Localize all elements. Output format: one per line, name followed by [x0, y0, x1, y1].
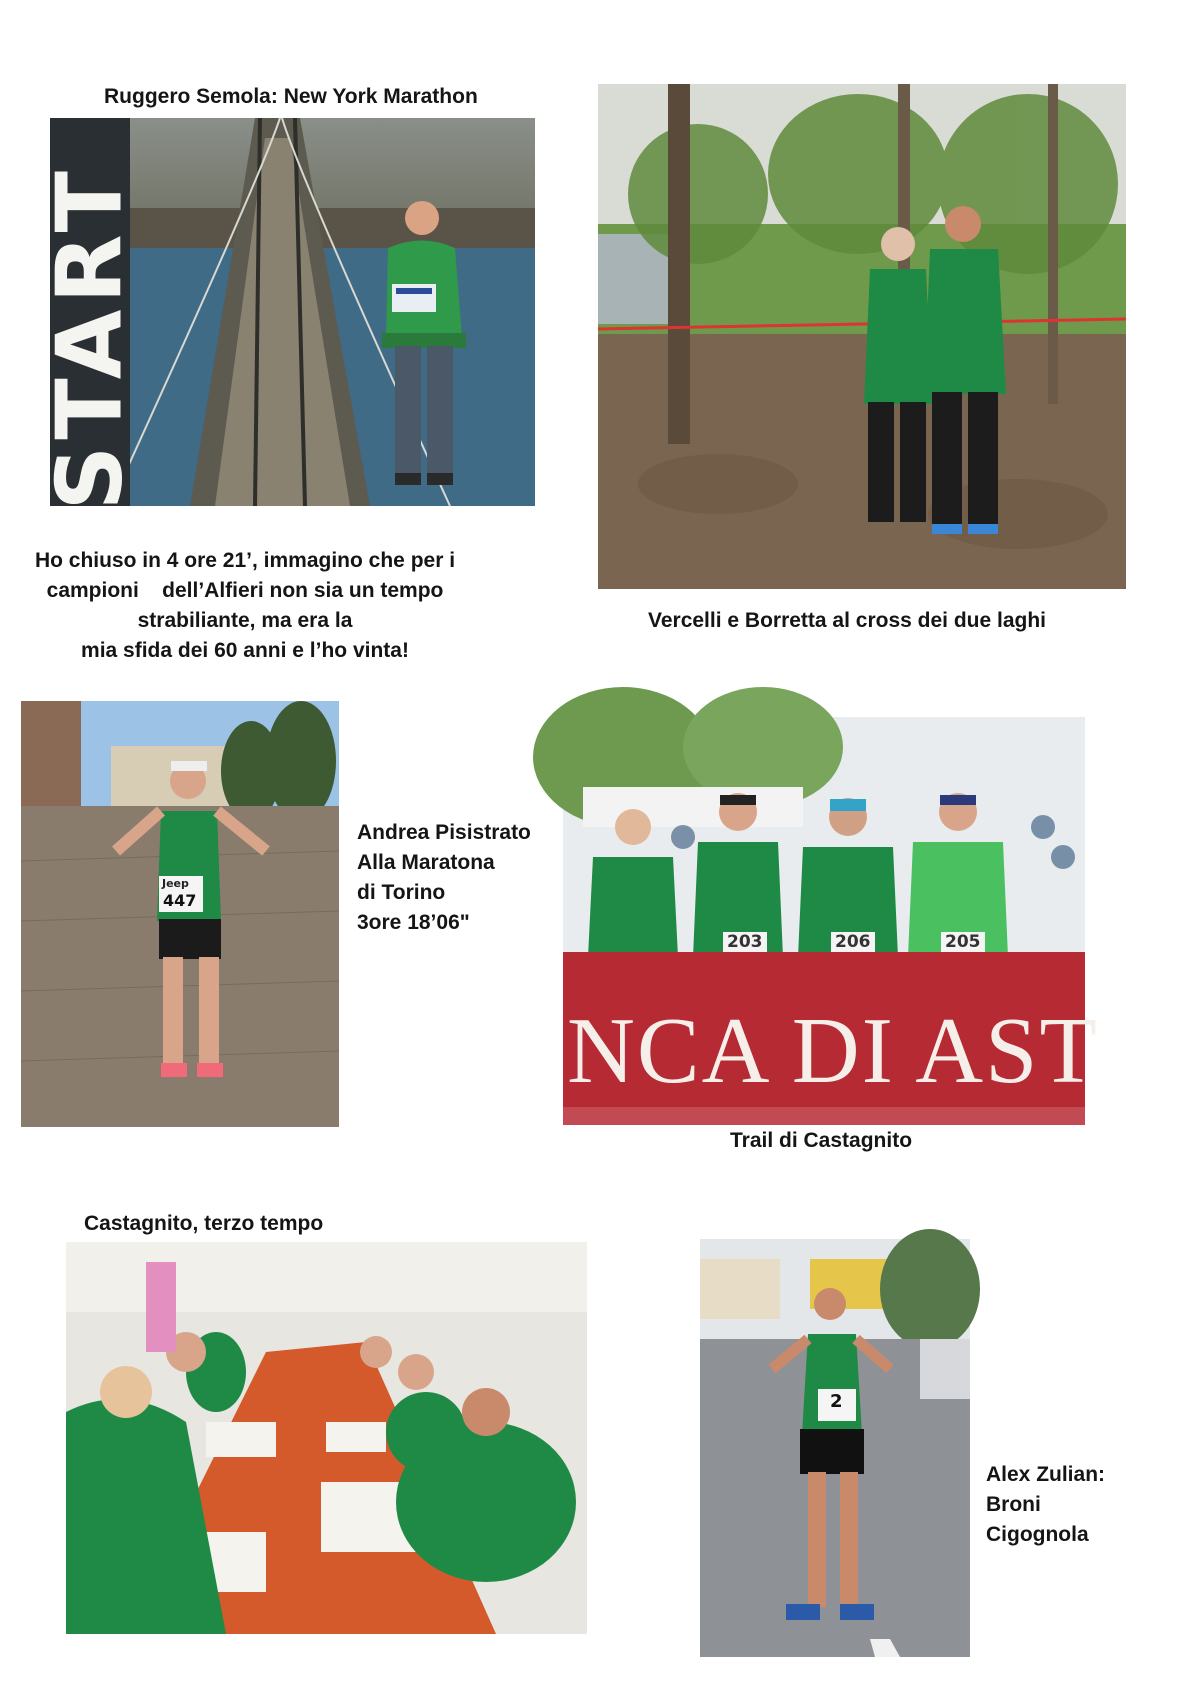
torino-line-4: 3ore 18’06" — [357, 911, 470, 934]
torino-line-3: di Torino — [357, 881, 446, 904]
photo-cross-due-laghi — [598, 84, 1126, 589]
bib-number-alex: 2 — [830, 1391, 843, 1412]
photo-new-york-marathon — [37, 118, 535, 511]
quote-line-1: Ho chiuso in 4 ore 21’, immagino che per i — [34, 549, 456, 572]
caption-trail: Trail di Castagnito — [730, 1129, 913, 1152]
bib-trail-3: 205 — [941, 932, 985, 952]
photo-trail-castagnito — [563, 717, 1099, 1125]
bib-trail-1: 203 — [723, 932, 767, 952]
caption-ny-quote — [20, 546, 470, 666]
torino-line-1: Andrea Pisistrato — [357, 821, 531, 844]
start-sign-text: START — [37, 164, 143, 511]
photo-maratona-torino — [21, 701, 339, 1127]
photo-terzo-tempo — [66, 1242, 587, 1634]
caption-terzo-tempo: Castagnito, terzo tempo — [84, 1212, 324, 1235]
quote-line-2: campioni dell’Alfieri non sia un tempo — [46, 579, 444, 602]
caption-cross: Vercelli e Borretta al cross dei due laghi — [648, 609, 1046, 632]
caption-torino — [357, 818, 531, 938]
caption-ny-title: Ruggero Semola: New York Marathon — [104, 85, 478, 108]
runner-figure — [50, 118, 535, 506]
caption-alex — [986, 1460, 1105, 1550]
bib-trail-2: 206 — [831, 932, 875, 952]
alex-line-3: Cigognola — [986, 1523, 1089, 1546]
quote-line-3: strabiliante, ma era la — [137, 609, 353, 632]
quote-line-4: mia sfida dei 60 anni e l’ho vinta! — [81, 639, 409, 662]
bib-brand: Jeep — [162, 877, 189, 890]
alex-line-2: Broni — [986, 1493, 1041, 1516]
alex-line-1: Alex Zulian: — [986, 1463, 1106, 1486]
photo-alex-zulian — [700, 1239, 970, 1657]
banner-text: NCA DI AST — [567, 999, 1099, 1103]
torino-line-2: Alla Maratona — [357, 851, 495, 874]
bib-number-torino: 447 — [163, 891, 197, 910]
